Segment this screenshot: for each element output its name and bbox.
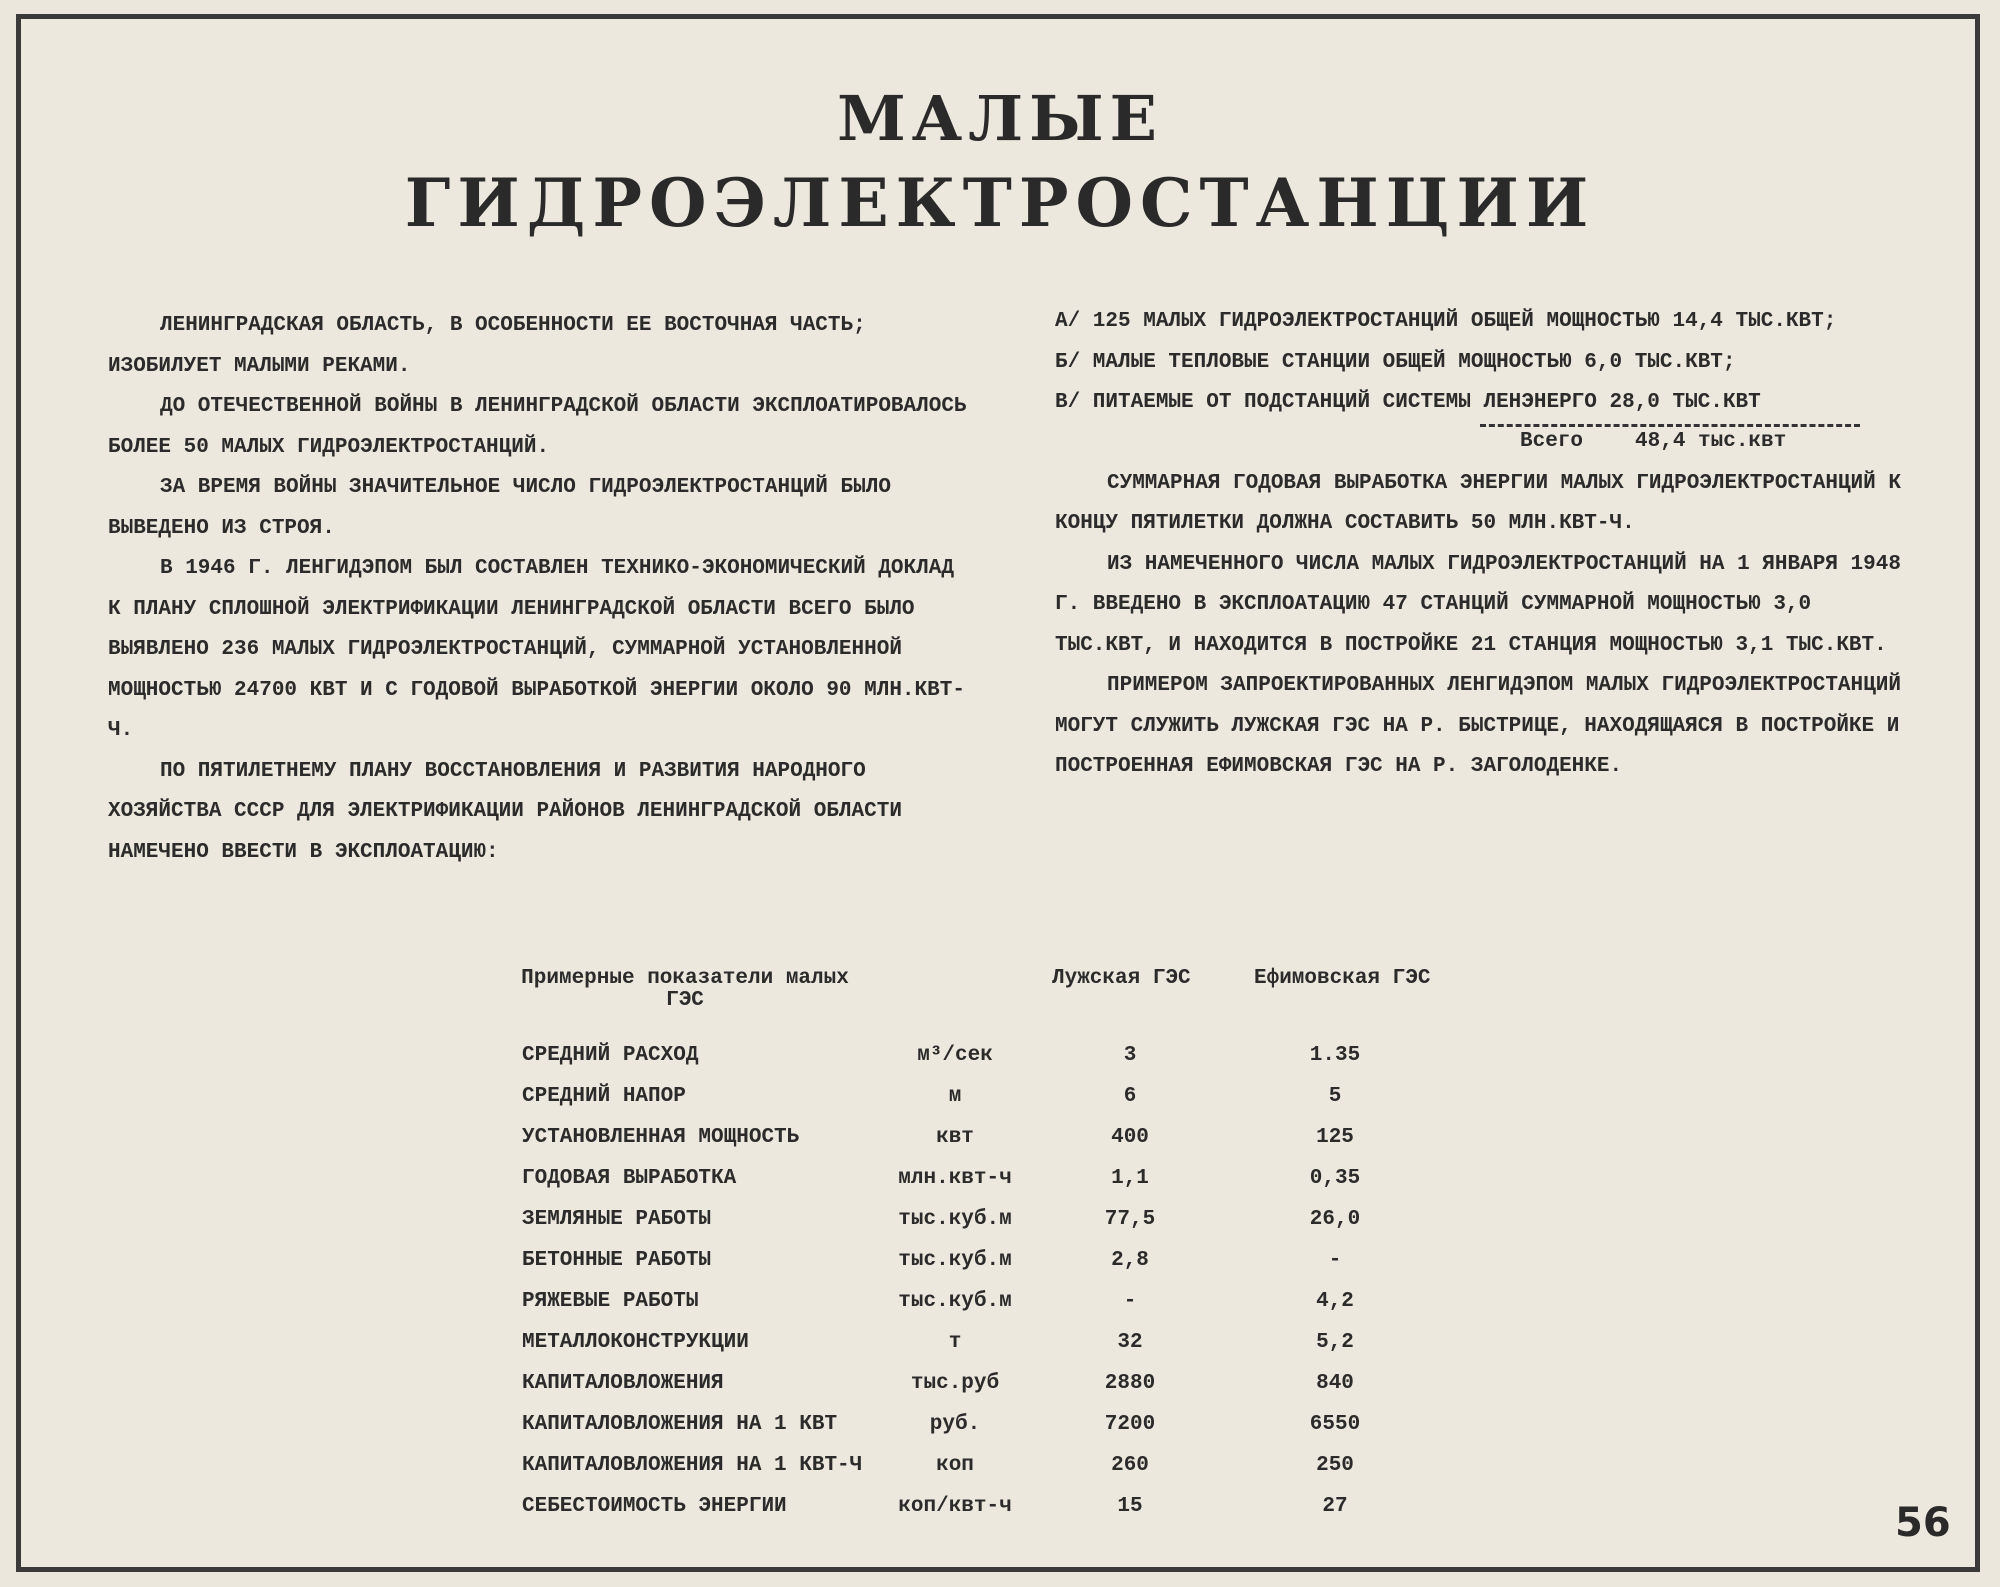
row-value-efimov: 125 bbox=[1316, 1126, 1354, 1149]
total-label: Всего bbox=[1520, 430, 1584, 453]
page-number: 56 bbox=[1895, 1500, 1951, 1546]
page-title-line1: МАЛЫЕ bbox=[837, 82, 1163, 155]
row-label: КАПИТАЛОВЛОЖЕНИЯ bbox=[522, 1372, 724, 1395]
row-unit: тыс.куб.м bbox=[898, 1249, 1012, 1272]
row-value-efimov: - bbox=[1328, 1249, 1342, 1272]
row-value-efimov: 1.35 bbox=[1309, 1044, 1361, 1067]
row-label: МЕТАЛЛОКОНСТРУКЦИИ bbox=[522, 1331, 749, 1354]
list-item: В/ ПИТАЕМЫЕ ОТ ПОДСТАНЦИЙ СИСТЕМЫ ЛЕНЭНЕРГО 28,0 ТЫС.КВТ bbox=[1055, 391, 1761, 414]
row-value-efimov: 840 bbox=[1316, 1372, 1354, 1395]
row-label: КАПИТАЛОВЛОЖЕНИЯ НА 1 КВТ-Ч bbox=[522, 1454, 863, 1477]
row-unit: коп/квт-ч bbox=[898, 1495, 1012, 1518]
list-item: А/ 125 МАЛЫХ ГИДРОЭЛЕКТРОСТАНЦИЙ ОБЩЕЙ МОЩНОСТЬЮ 14,4 ТЫС.КВТ; bbox=[1055, 310, 1837, 333]
row-unit: тыс.куб.м bbox=[898, 1290, 1012, 1313]
paragraph: СУММАРНАЯ ГОДОВАЯ ВЫРАБОТКА ЭНЕРГИИ МАЛЫХ ГИДРОЭЛЕКТРОСТАНЦИЙ К КОНЦУ ПЯТИЛЕТКИ ДОЛЖНА СОСТАВИТЬ 50 МЛН.КВТ-Ч. bbox=[1055, 471, 1901, 535]
row-value-luga: 77,5 bbox=[1104, 1208, 1156, 1231]
row-value-luga: 260 bbox=[1111, 1454, 1149, 1477]
total-line bbox=[1520, 430, 1786, 453]
row-unit: тыс.куб.м bbox=[898, 1208, 1012, 1231]
row-value-efimov: 27 bbox=[1322, 1495, 1348, 1518]
table-header-label: Примерные показатели малых ГЭС bbox=[521, 967, 849, 1012]
paragraph: ИЗ НАМЕЧЕННОГО ЧИСЛА МАЛЫХ ГИДРОЭЛЕКТРОСТАНЦИЙ НА 1 ЯНВАРЯ 1948 Г. ВВЕДЕНО В ЭКСПЛОАТАЦИЮ 47 СТАНЦИЙ СУММАРНОЙ МОЩНОСТЬЮ 3,0 ТЫС.КВТ, И НАХОДИТСЯ В ПОСТРОЙКЕ 21 СТАНЦИЯ МОЩНОСТЬЮ 3,1 ТЫС.КВТ. bbox=[1055, 552, 1901, 657]
row-value-efimov: 26,0 bbox=[1309, 1208, 1361, 1231]
paragraph: ДО ОТЕЧЕСТВЕННОЙ ВОЙНЫ В ЛЕНИНГРАДСКОЙ ОБЛАСТИ ЭКСПЛОАТИРОВАЛОСЬ БОЛЕЕ 50 МАЛЫХ ГИДРОЭЛЕКТРОСТАНЦИЙ. bbox=[108, 395, 967, 459]
total-value: 48,4 тыс.квт bbox=[1635, 430, 1787, 453]
row-unit: млн.квт-ч bbox=[898, 1167, 1012, 1190]
row-unit: руб. bbox=[929, 1413, 981, 1436]
row-unit: тыс.руб bbox=[910, 1372, 1000, 1395]
row-value-luga: 2,8 bbox=[1111, 1249, 1149, 1272]
row-label: РЯЖЕВЫЕ РАБОТЫ bbox=[522, 1290, 699, 1313]
right-column-text bbox=[1055, 302, 1915, 788]
row-value-luga: 2880 bbox=[1104, 1372, 1156, 1395]
row-label: СЕБЕСТОИМОСТЬ ЭНЕРГИИ bbox=[522, 1495, 787, 1518]
row-value-luga: 1,1 bbox=[1111, 1167, 1149, 1190]
row-unit: т bbox=[948, 1331, 962, 1354]
total-divider bbox=[1480, 424, 1860, 427]
list-item: Б/ МАЛЫЕ ТЕПЛОВЫЕ СТАНЦИИ ОБЩЕЙ МОЩНОСТЬЮ 6,0 ТЫС.КВТ; bbox=[1055, 350, 1736, 374]
row-label: СРЕДНИЙ РАСХОД bbox=[522, 1044, 699, 1067]
row-unit: квт bbox=[936, 1126, 974, 1149]
row-label: УСТАНОВЛЕННАЯ МОЩНОСТЬ bbox=[522, 1126, 800, 1149]
paragraph: ЛЕНИНГРАДСКАЯ ОБЛАСТЬ, В ОСОБЕННОСТИ ЕЕ ВОСТОЧНАЯ ЧАСТЬ; ИЗОБИЛУЕТ МАЛЫМИ РЕКАМИ. bbox=[108, 314, 866, 378]
paragraph: ПРИМЕРОМ ЗАПРОЕКТИРОВАННЫХ ЛЕНГИДЭПОМ МАЛЫХ ГИДРОЭЛЕКТРОСТАНЦИЙ МОГУТ СЛУЖИТЬ ЛУЖСКАЯ ГЭС НА Р. БЫСТРИЦЕ, НАХОДЯЩАЯСЯ В ПОСТРОЙКЕ И ПОСТРОЕННАЯ ЕФИМОВСКАЯ ГЭС НА Р. ЗАГОЛОДЕНКЕ. bbox=[1055, 674, 1901, 778]
row-value-luga: 3 bbox=[1123, 1044, 1137, 1067]
row-value-efimov: 5,2 bbox=[1316, 1331, 1354, 1354]
row-label: ГОДОВАЯ ВЫРАБОТКА bbox=[522, 1167, 737, 1190]
row-unit: м bbox=[948, 1085, 962, 1108]
paragraph: ЗА ВРЕМЯ ВОЙНЫ ЗНАЧИТЕЛЬНОЕ ЧИСЛО ГИДРОЭЛЕКТРОСТАНЦИЙ БЫЛО ВЫВЕДЕНО ИЗ СТРОЯ. bbox=[108, 476, 891, 540]
row-value-efimov: 250 bbox=[1316, 1454, 1354, 1477]
row-value-efimov: 5 bbox=[1328, 1085, 1342, 1108]
table-row bbox=[0, 1290, 2000, 1328]
table-row bbox=[0, 1331, 2000, 1369]
row-unit: коп bbox=[936, 1454, 974, 1477]
row-value-luga: 400 bbox=[1111, 1126, 1149, 1149]
row-value-luga: 15 bbox=[1117, 1495, 1143, 1518]
table-row bbox=[0, 1208, 2000, 1246]
table-row bbox=[0, 1167, 2000, 1205]
paragraph: ПО ПЯТИЛЕТНЕМУ ПЛАНУ ВОССТАНОВЛЕНИЯ И РАЗВИТИЯ НАРОДНОГО ХОЗЯЙСТВА СССР ДЛЯ ЭЛЕКТРИФИКАЦИИ РАЙОНОВ ЛЕНИНГРАДСКОЙ ОБЛАСТИ НАМЕЧЕНО ВВЕСТИ В ЭКСПЛОАТАЦИЮ: bbox=[108, 759, 902, 864]
row-value-luga: 7200 bbox=[1104, 1413, 1156, 1436]
row-unit: м³/сек bbox=[917, 1044, 993, 1067]
table-row bbox=[0, 1249, 2000, 1287]
table-row bbox=[0, 1495, 2000, 1533]
table-row bbox=[0, 1372, 2000, 1410]
table-header-col2: Ефимовская ГЭС bbox=[1254, 967, 1431, 990]
left-column-text bbox=[108, 306, 968, 873]
table-row bbox=[0, 1085, 2000, 1123]
row-label: БЕТОННЫЕ РАБОТЫ bbox=[522, 1249, 712, 1272]
row-value-luga: 32 bbox=[1117, 1331, 1143, 1354]
row-value-luga: 6 bbox=[1123, 1085, 1137, 1108]
table-row bbox=[0, 1413, 2000, 1451]
row-value-efimov: 4,2 bbox=[1316, 1290, 1354, 1313]
row-label: ЗЕМЛЯНЫЕ РАБОТЫ bbox=[522, 1208, 712, 1231]
table-row bbox=[0, 1044, 2000, 1082]
row-value-efimov: 6550 bbox=[1309, 1413, 1361, 1436]
row-value-efimov: 0,35 bbox=[1309, 1167, 1361, 1190]
row-label: КАПИТАЛОВЛОЖЕНИЯ НА 1 КВТ bbox=[522, 1413, 838, 1436]
row-label: СРЕДНИЙ НАПОР bbox=[522, 1085, 686, 1108]
table-header-col1: Лужская ГЭС bbox=[1052, 967, 1191, 990]
paragraph: В 1946 Г. ЛЕНГИДЭПОМ БЫЛ СОСТАВЛЕН ТЕХНИКО-ЭКОНОМИЧЕСКИЙ ДОКЛАД К ПЛАНУ СПЛОШНОЙ ЭЛЕКТРИФИКАЦИИ ЛЕНИНГРАДСКОЙ ОБЛАСТИ ВСЕГО БЫЛО ВЫЯВЛЕНО 236 МАЛЫХ ГИДРОЭЛЕКТРОСТАНЦИЙ, СУММАРНОЙ УСТАНОВЛЕННОЙ МОЩНОСТЬЮ 24700 КВТ И С ГОДОВОЙ ВЫРАБОТКОЙ ЭНЕРГИИ ОКОЛО 90 МЛН.КВТ-Ч. bbox=[108, 557, 965, 742]
page-title-line2: ГИДРОЭЛЕКТРОСТАНЦИИ bbox=[404, 164, 1596, 242]
row-value-luga: - bbox=[1123, 1290, 1137, 1313]
table-row bbox=[0, 1126, 2000, 1164]
table-row bbox=[0, 1454, 2000, 1492]
